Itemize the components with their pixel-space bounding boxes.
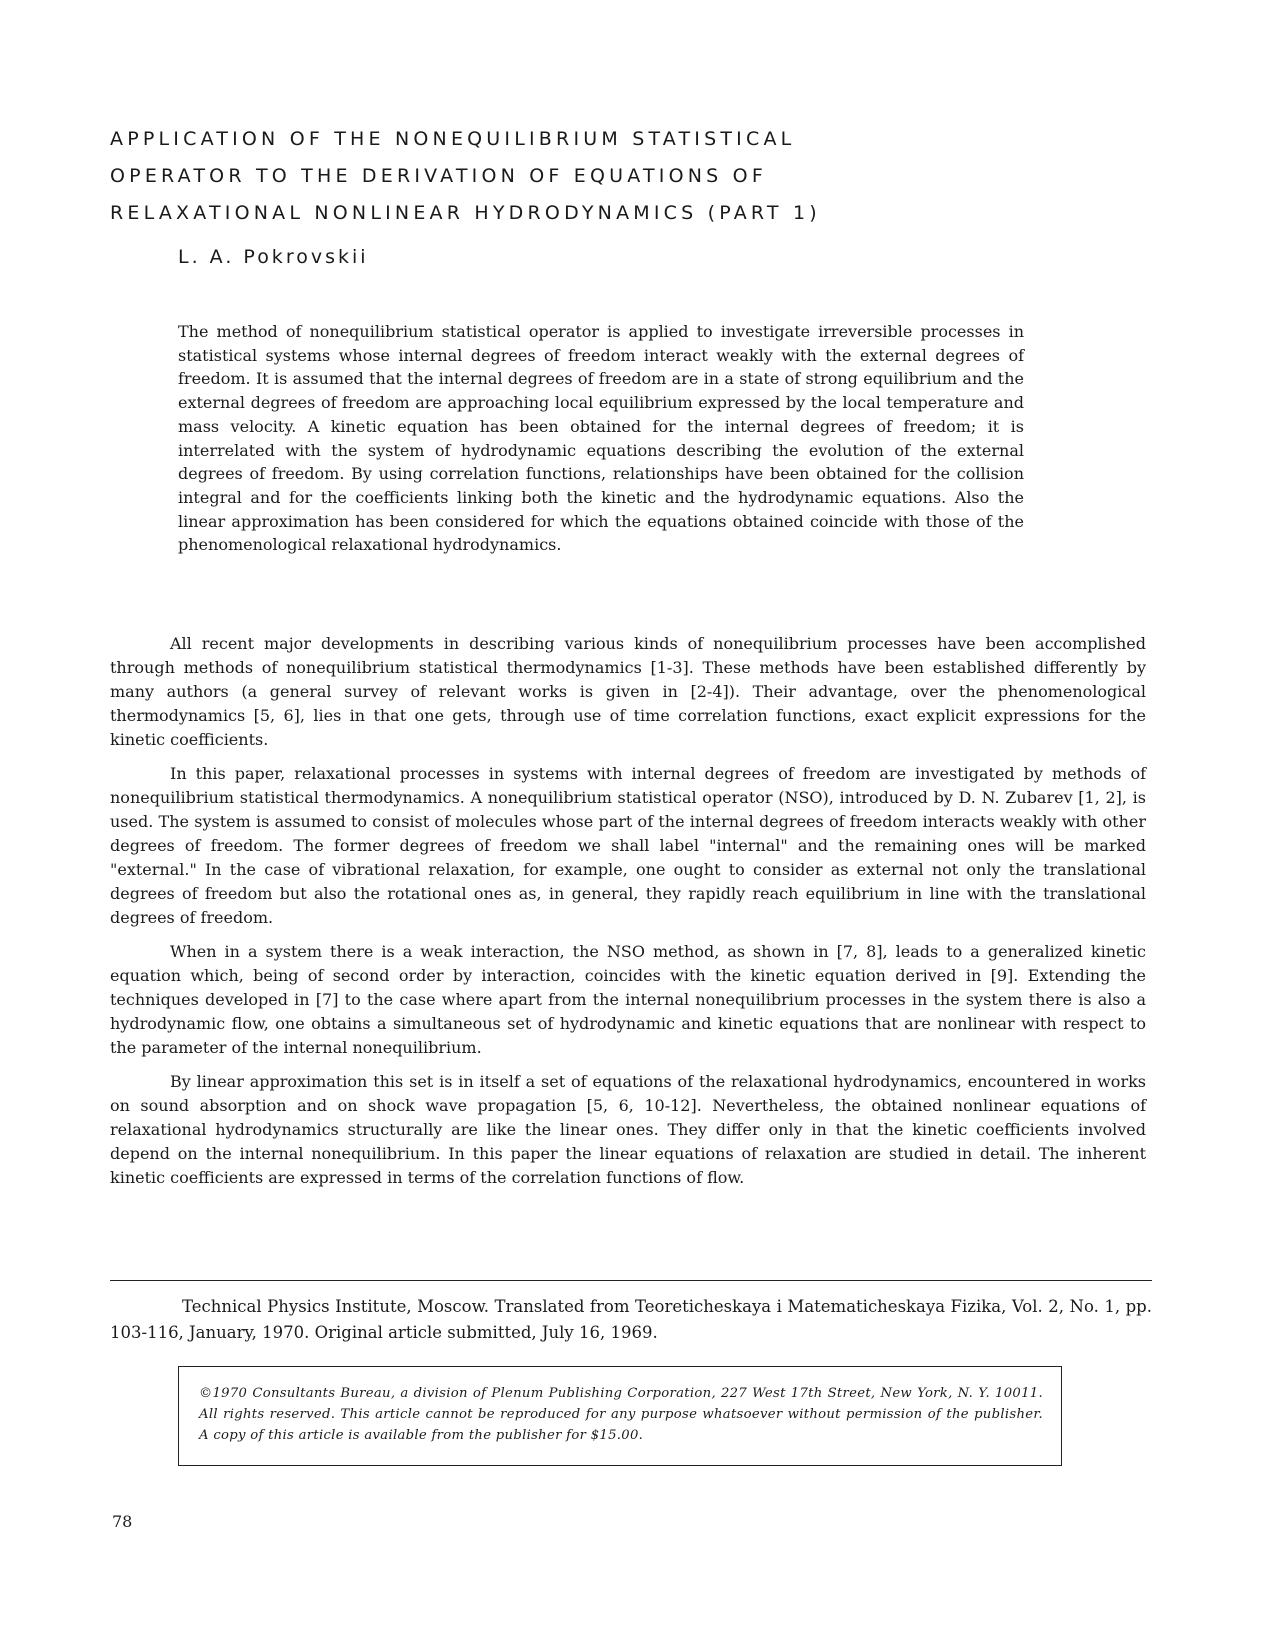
title-line-1: APPLICATION OF THE NONEQUILIBRIUM STATISTICAL <box>110 128 796 150</box>
author-name: L. A. Pokrovskii <box>178 246 369 268</box>
abstract: The method of nonequilibrium statistical operator is applied to investigate irreversible processes in statistical systems whose internal degrees of freedom interact weakly with the external degrees of freedom. It is assumed that the internal degrees of freedom are in a state of strong equilibrium and the external degrees of freedom are approaching local equilibrium expressed by the local temperature and mass velocity. A kinetic equation has been obtained for the internal degrees of freedom; it is interrelated with the system of hydrodynamic equations describing the evolution of the external degrees of freedom. By using correlation functions, relationships have been obtained for the collision integral and for the coefficients linking both the kinetic and the hydrodynamic equations. Also the linear approximation has been considered for which the equations obtained coincide with those of the phenomenological relaxational hydrodynamics. <box>178 322 1024 555</box>
footnote-divider <box>110 1280 1152 1281</box>
paragraph-3: When in a system there is a weak interaction, the NSO method, as shown in [7, 8], leads to a generalized kinetic equation which, being of second order by interaction, coincides with the kinetic equation derived in [9]. Extending the techniques developed in [7] to the case where apart from the internal nonequilibrium processes in the system there is also a hydrodynamic flow, one obtains a simultaneous set of hydrodynamic and kinetic equations that are nonlinear with respect to the parameter of the internal nonequilibrium. <box>110 942 1146 1057</box>
paragraph-1: All recent major developments in describing various kinds of nonequilibrium processes have been accomplished through methods of nonequilibrium statistical thermodynamics [1-3]. These methods have been established differently by many authors (a general survey of relevant works is given in [2-4]). Their advantage, over the phenomenological thermodynamics [5, 6], lies in that one gets, through use of time correlation functions, exact explicit expressions for the kinetic coefficients. <box>110 634 1146 749</box>
paragraph-4: By linear approximation this set is in itself a set of equations of the relaxational hydrodynamics, encountered in works on sound absorption and on shock wave propagation [5, 6, 10-12]. Nevertheless, the obtained nonlinear equations of relaxational hydrodynamics structurally are like the linear ones. They differ only in that the kinetic coefficients involved depend on the internal nonequilibrium. In this paper the linear equations of relaxation are studied in detail. The inherent kinetic coefficients are expressed in terms of the correlation functions of flow. <box>110 1072 1146 1187</box>
title-line-2: OPERATOR TO THE DERIVATION OF EQUATIONS OF <box>110 165 767 187</box>
title-line-3: RELAXATIONAL NONLINEAR HYDRODYNAMICS (PART 1) <box>110 202 821 224</box>
copyright-box <box>178 1366 1062 1466</box>
page-number: 78 <box>112 1512 133 1531</box>
copyright-notice: ©1970 Consultants Bureau, a division of Plenum Publishing Corporation, 227 West 17th Street, New York, N. Y. 10011. All rights reserved. This article cannot be reproduced for any purpose whatsoever without permission of the publisher. A copy of this article is available from the publisher for $15.00. <box>199 1386 1043 1443</box>
paragraph-2: In this paper, relaxational processes in systems with internal degrees of freedom are investigated by methods of nonequilibrium statistical thermodynamics. A nonequilibrium statistical operator (NSO), introduced by D. N. Zubarev [1, 2], is used. The system is assumed to consist of molecules whose part of the internal degrees of freedom interacts weakly with other degrees of freedom. The former degrees of freedom we shall label "internal" and the remaining ones will be marked "external." In the case of vibrational relaxation, for example, one ought to consider as external not only the translational degrees of freedom but also the rotational ones as, in general, they rapidly reach equilibrium in line with the translational degrees of freedom. <box>110 764 1146 927</box>
body-text <box>110 632 1146 1200</box>
footnote: Technical Physics Institute, Moscow. Translated from Teoreticheskaya i Matematicheskaya Fizika, Vol. 2, No. 1, pp. 103-116, January, 1970. Original article submitted, July 16, 1969. <box>110 1297 1152 1342</box>
